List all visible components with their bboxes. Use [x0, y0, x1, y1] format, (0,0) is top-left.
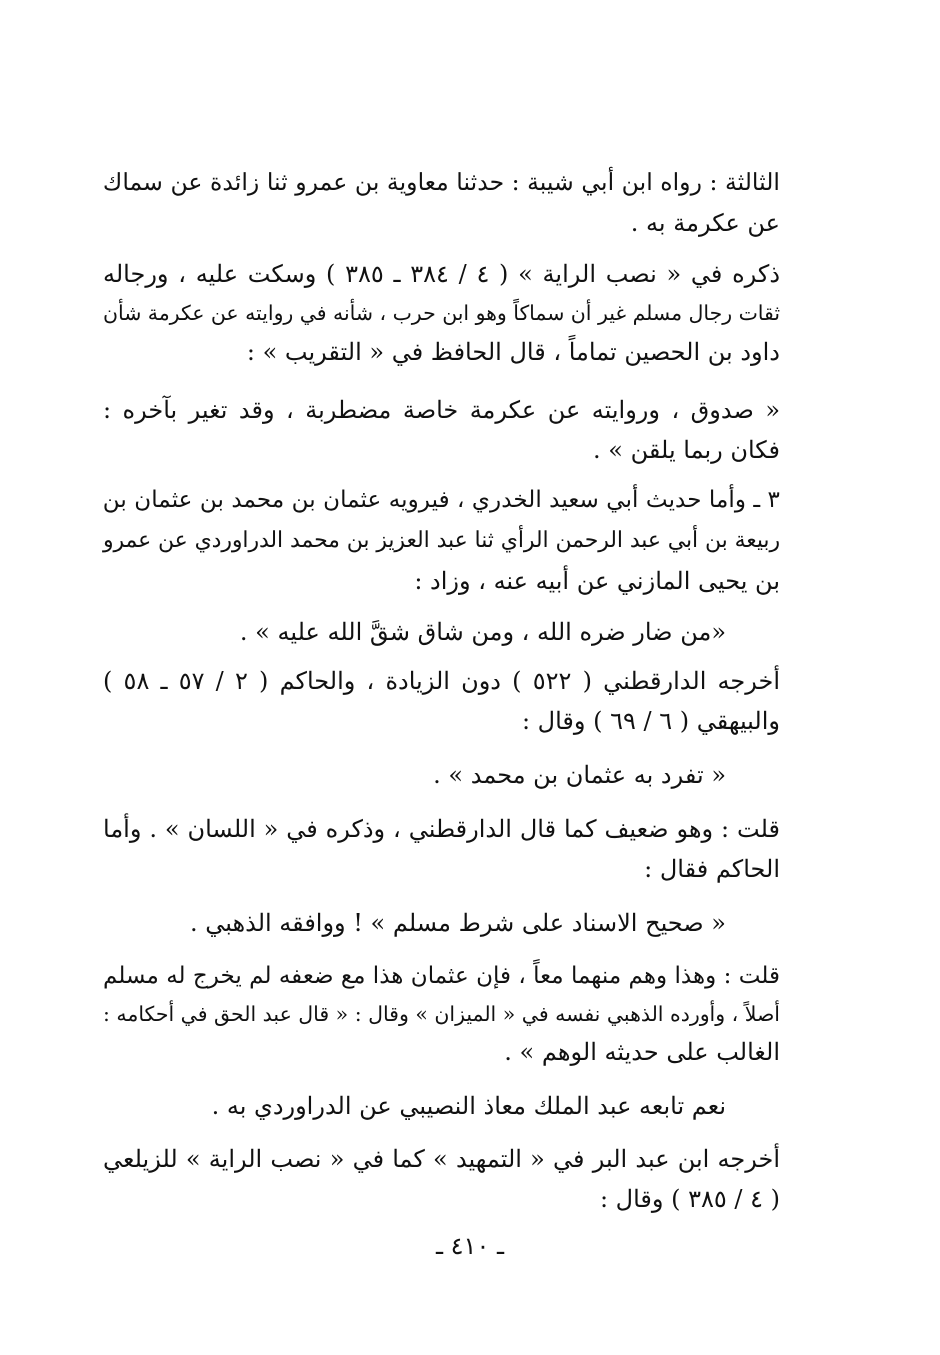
text-line: ذكره في « نصب الراية » ( ٤ / ٣٨٤ ـ ٣٨٥ ) وسكت عليه ، ورجاله	[103, 260, 781, 288]
text-line: ( ٤ / ٣٨٥ ) وقال :	[599, 1185, 780, 1213]
text-line: ربيعة بن أبي عبد الرحمن الرأي ثنا عبد العزيز بن محمد الدراوردي عن عمرو	[102, 528, 780, 553]
text-line: قلت : وهو ضعيف كما قال الدارقطني ، وذكره في « اللسان » . وأما	[103, 815, 780, 843]
text-line: نعم تابعه عبد الملك معاذ النصيبي عن الدراوردي به .	[211, 1092, 726, 1120]
text-line: ٣ ـ وأما حديث أبي سعيد الخدري ، فيرويه عثمان بن محمد بن عثمان بن	[102, 486, 780, 513]
text-line: فكان ربما يلقن » .	[593, 436, 780, 464]
page-number: ـ ٤١٠ ـ	[435, 1232, 504, 1260]
text-line: عن عكرمة به .	[630, 209, 780, 237]
text-line: أصلاً ، وأورده الذهبي نفسه في « الميزان » وقال : « قال عبد الحق في أحكامه :	[103, 1002, 780, 1026]
quote-line: « صحيح الاسناد على شرط مسلم » ! ووافقه الذهبي .	[189, 909, 726, 937]
text-line: قلت : وهذا وهم منهما معاً ، فإن عثمان هذا مع ضعفه لم يخرج له مسلم	[103, 963, 780, 989]
text-line: بن يحيى المازني عن أبيه عنه ، وزاد :	[414, 567, 780, 595]
text-line: أخرجه ابن عبد البر في « التمهيد » كما في « نصب الراية » للزيلعي	[103, 1145, 780, 1173]
text-line: ثقات رجال مسلم غير أن سماكاً وهو ابن حرب ، شأنه في روايته عن عكرمة شأن	[103, 301, 780, 325]
quote-line: «من ضار ضره الله ، ومن شاق شقَّ الله عليه » .	[239, 618, 726, 646]
text-line: « صدوق ، وروايته عن عكرمة خاصة مضطربة ، وقد تغير بآخره :	[103, 396, 780, 424]
text-line: الغالب على حديثه الوهم » .	[504, 1038, 780, 1066]
text-line: والبيهقي ( ٦ / ٦٩ ) وقال :	[521, 707, 780, 735]
text-line: داود بن الحصين تماماً ، قال الحافظ في « التقريب » :	[246, 338, 780, 366]
text-line: أخرجه الدارقطني ( ٥٢٢ ) دون الزيادة ، والحاكم ( ٢ / ٥٧ ـ ٥٨ )	[103, 667, 780, 695]
text-line: الحاكم فقال :	[644, 855, 780, 883]
quote-line: « تفرد به عثمان بن محمد » .	[433, 761, 726, 789]
text-line: الثالثة : رواه ابن أبي شيبة : حدثنا معاوية بن عمرو ثنا زائدة عن سماك	[102, 168, 780, 196]
